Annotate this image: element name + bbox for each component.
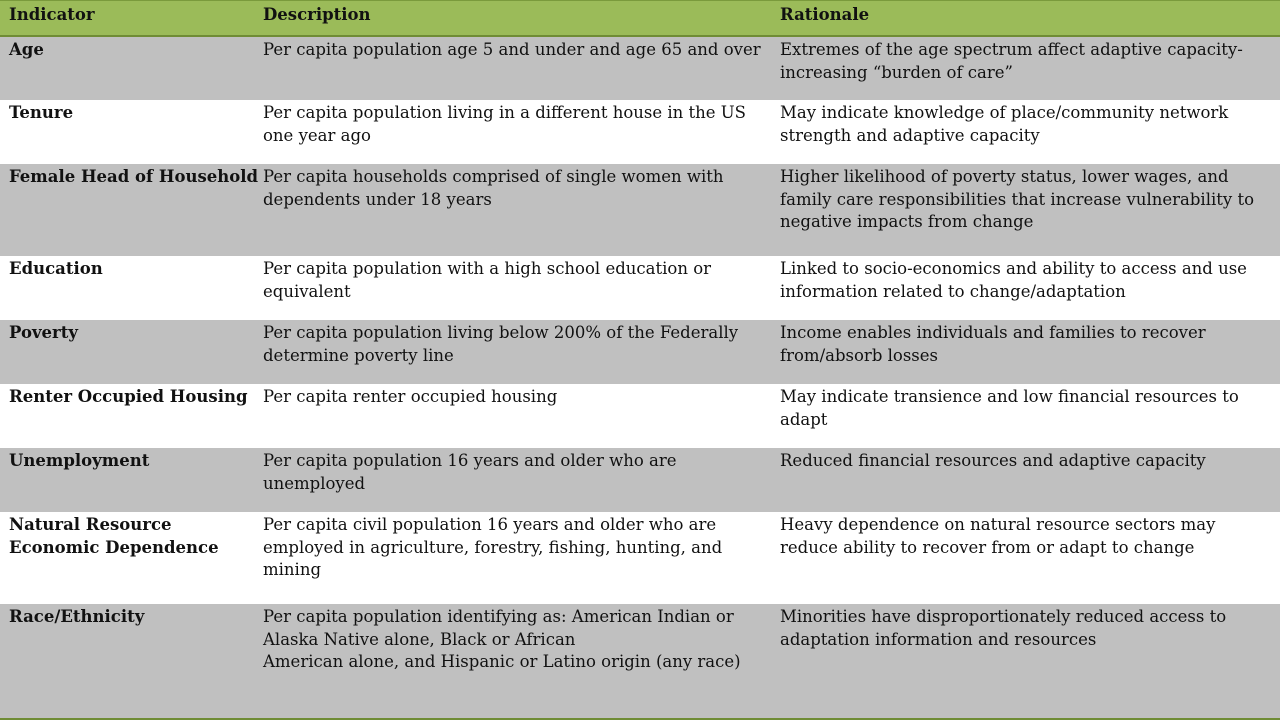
rationale-cell: May indicate knowledge of place/community network strength and adaptive capacity [780,103,1229,145]
table-header-row [0,0,1280,37]
table-row [0,37,1280,100]
description-cell: Per capita population 16 years and older who are unemployed [263,451,677,493]
rationale-cell: May indicate transience and low financial resources to adapt [780,387,1239,429]
header-description: Description [263,5,371,24]
rationale-cell: Higher likelihood of poverty status, lower wages, and family care responsibilities that increase vulnerability to negative impacts from change [780,167,1255,231]
indicator-cell: Education [9,259,103,278]
table-row [0,320,1280,384]
indicator-cell: Renter Occupied Housing [9,387,248,406]
table-row [0,448,1280,512]
rationale-cell: Heavy dependence on natural resource sectors may reduce ability to recover from or adapt to change [780,515,1216,557]
description-cell: Per capita population age 5 and under and age 65 and over [263,40,761,59]
indicator-cell: Age [9,40,44,59]
table-row [0,100,1280,164]
indicator-cell: Race/Ethnicity [9,607,145,626]
table-row [0,256,1280,320]
description-cell: Per capita population identifying as: American Indian or Alaska Native alone, Black or African American alone, and Hispanic or Latino origin (any race) [263,607,741,671]
header-indicator: Indicator [9,5,95,24]
table-row [0,384,1280,448]
indicator-cell: Female Head of Household [9,167,259,186]
description-cell: Per capita households comprised of single women with dependents under 18 years [263,167,724,209]
indicator-cell: Tenure [9,103,74,122]
header-rationale: Rationale [780,5,870,24]
table-row [0,512,1280,604]
description-cell: Per capita population with a high school education or equivalent [263,259,712,301]
description-cell: Per capita civil population 16 years and older who are employed in agriculture, forestry, fishing, hunting, and mining [263,515,723,579]
indicator-cell: Unemployment [9,451,150,470]
rationale-cell: Income enables individuals and families to recover from/absorb losses [780,323,1206,365]
rationale-cell: Reduced financial resources and adaptive capacity [780,451,1206,470]
table-row [0,604,1280,720]
rationale-cell: Extremes of the age spectrum affect adaptive capacity- increasing “burden of care” [780,40,1243,82]
table-row [0,164,1280,256]
description-cell: Per capita population living in a different house in the US one year ago [263,103,746,145]
description-cell: Per capita population living below 200% of the Federally determine poverty line [263,323,739,365]
description-cell: Per capita renter occupied housing [263,387,558,406]
indicator-cell: Poverty [9,323,78,342]
indicator-cell: Natural Resource Economic Dependence [9,515,219,557]
rationale-cell: Minorities have disproportionately reduced access to adaptation information and resources [780,607,1227,649]
rationale-cell: Linked to socio-economics and ability to access and use information related to change/adaptation [780,259,1247,301]
